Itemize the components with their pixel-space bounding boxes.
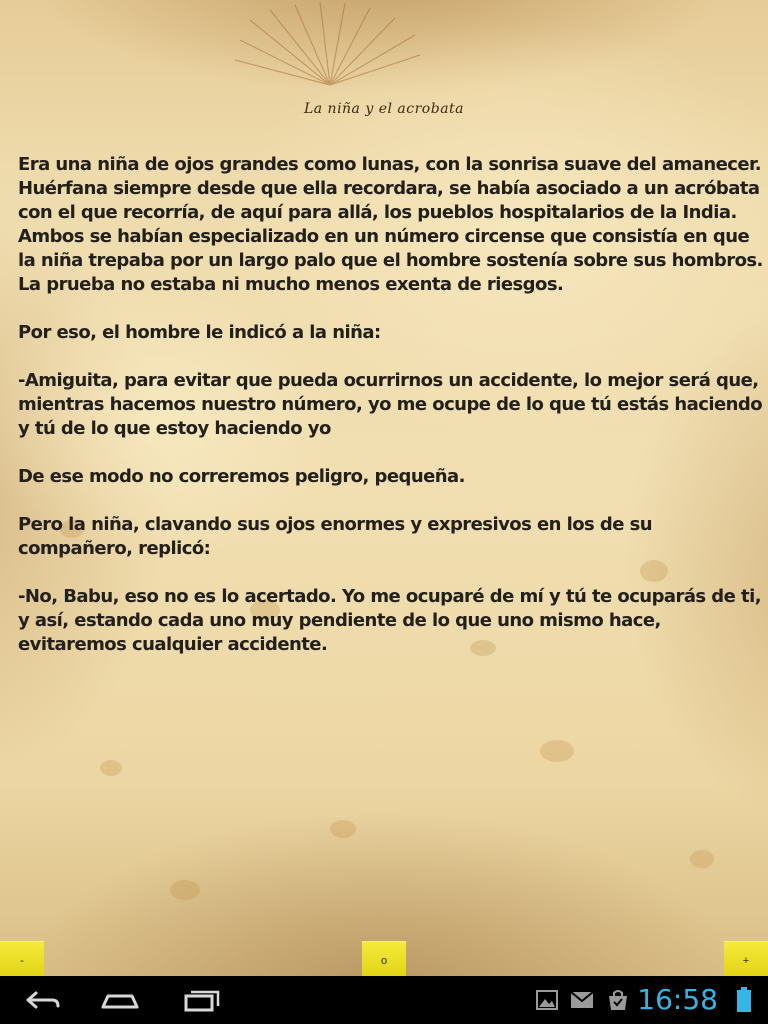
parchment-stain xyxy=(690,850,714,868)
back-button[interactable] xyxy=(14,976,70,1024)
story-paragraph: Pero la niña, clavando sus ojos enormes y expresivos en los de su compañero, replicó: xyxy=(18,514,653,559)
reset-font-button[interactable]: o xyxy=(362,941,406,976)
parchment-stain xyxy=(540,740,574,762)
back-icon xyxy=(14,976,70,1024)
status-clock: 16:58 xyxy=(637,983,718,1016)
battery-icon xyxy=(735,986,753,1014)
story-text xyxy=(18,153,768,681)
parchment-stain xyxy=(100,760,122,776)
system-navigation-bar xyxy=(0,976,768,1024)
gmail-icon xyxy=(569,988,595,1012)
recent-apps-button[interactable] xyxy=(174,976,230,1024)
story-paragraph: Por eso, el hombre le indicó a la niña: xyxy=(18,322,381,343)
play-store-icon xyxy=(606,988,630,1012)
decrease-font-button[interactable]: - xyxy=(0,941,44,976)
increase-font-button[interactable]: + xyxy=(724,941,768,976)
parchment-stain xyxy=(170,880,200,900)
recent-apps-icon xyxy=(174,976,230,1024)
story-paragraph: Era una niña de ojos grandes como lunas, con la sonrisa suave del amanecer. Huérfana siempre desde que ella recordara, se había asociado a un acróbata con el que recorría, de aquí para allá, los pueblos hospitalarios de la India. Ambos se habían especializado en un número circense que consistía en que la niña trepaba por un largo palo que el hombre sostenía sobre sus hombros. La prueba no estaba ni mucho menos exenta de riesgos. xyxy=(18,154,763,295)
gallery-icon xyxy=(535,988,559,1012)
story-title: La niña y el acrobata xyxy=(303,101,465,117)
parchment-stain xyxy=(330,820,356,838)
palm-leaf-decoration xyxy=(0,0,768,110)
story-paragraph: -Amiguita, para evitar que pueda ocurrirnos un accidente, lo mejor será que, mientras hacemos nuestro número, yo me ocupe de lo que tú estás haciendo y tú de lo que estoy haciendo yo xyxy=(18,370,763,439)
story-paragraph: -No, Babu, eso no es lo acertado. Yo me ocuparé de mí y tú te ocuparás de ti, y así, estando cada uno muy pendiente de lo que uno mismo hace, evitaremos cualquier accidente. xyxy=(18,586,761,655)
story-paragraph: De ese modo no correremos peligro, pequeña. xyxy=(18,466,465,487)
home-icon xyxy=(92,976,148,1024)
home-button[interactable] xyxy=(92,976,148,1024)
